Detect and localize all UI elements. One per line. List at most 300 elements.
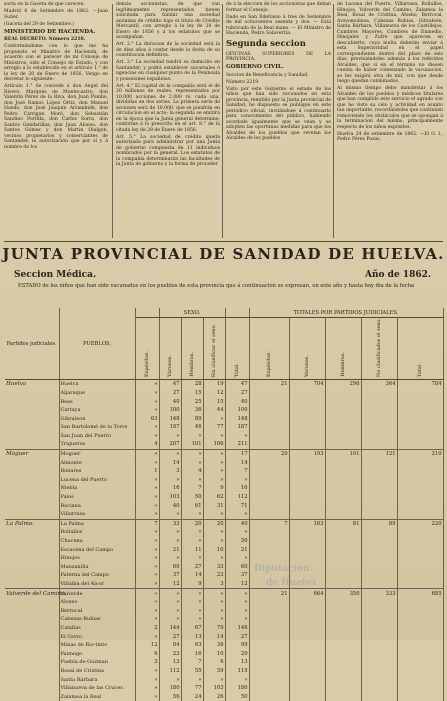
total-cell	[397, 423, 443, 432]
pueblo-cell: Manzanilla	[59, 562, 135, 571]
total-cell	[397, 571, 443, 580]
header-col-label: Varones.	[167, 355, 173, 378]
total-cell	[249, 414, 289, 423]
paragraph: de Lucena del Puerto, Villarrasa, Bollullos, Hinojos, Valverde del Camino, Zalamea la Real, Rosal de Cristina, Alosno, Berrocal, Aroyomolinos, Cabezas Rubias, Gibraleón, Santa Bárbara, Villanueva de los Castillejos, Cumbres Mayores, Cumbres de Enmedio, Hinojales y Zufre que aparecen en descubierto, cuya multa deberán enviar á esta Superioridad en el papel correspondiente dentro del plazo de seis días, previniéndoles además á los referidos Alcaldes, que si en el término no diesen cuenta de haber comenzado la vacunacion, se les exigirá otra de mil, con que desde luego quedan conminados.	[337, 2, 443, 84]
value-cell: »	[181, 528, 203, 537]
table-row	[5, 484, 443, 493]
value-cell: 146	[225, 624, 249, 633]
paragraph: Art. 5.° La sociedad de crédito queda autorizada para administrar por una Junta de gobierno compuesta de 11 individuos nombrados por la general. Los estatutos de la compañía determinarán las facultades de la Junta de gobierno y la forma de proceder	[116, 134, 220, 167]
value-cell: »	[225, 589, 249, 598]
table-row	[5, 606, 443, 615]
pueblo-cell: Moguer	[59, 449, 135, 458]
value-cell: 6	[135, 649, 159, 658]
value-cell: 77	[181, 684, 203, 693]
value-cell: 28	[181, 380, 203, 389]
header-col	[203, 318, 225, 380]
value-cell: 207	[159, 440, 181, 449]
table-row	[5, 510, 443, 519]
total-cell: 350	[325, 589, 361, 598]
value-cell: »	[181, 510, 203, 519]
pueblo-cell: Santa Bárbara	[59, 675, 135, 684]
watermark-stamp	[236, 556, 346, 606]
total-cell	[397, 675, 443, 684]
header-col	[135, 318, 159, 380]
value-cell: 23	[159, 649, 181, 658]
total-cell	[325, 476, 361, 485]
value-cell: »	[159, 528, 181, 537]
total-cell	[325, 545, 361, 554]
paragraph: Al mismo tiempo debo manifestar á los Alcaldes de los pueblos y médicos titulares que han cumplido este servicio el agrado con que he visto su celo y actividad en asunto tan importante, recordándoles que continúen removiendo los obstáculos que se opongan á la terminacion del mismo, principalmente respecto de los niños expósitos.	[337, 86, 443, 130]
value-cell: »	[181, 449, 203, 458]
partido-cell	[5, 675, 59, 684]
value-cell: »	[135, 615, 159, 624]
value-cell: »	[225, 554, 249, 563]
value-cell: 99	[225, 641, 249, 650]
header-col	[361, 318, 397, 380]
total-cell	[397, 397, 443, 406]
value-cell: 89	[181, 414, 203, 423]
partido-cell	[5, 414, 59, 423]
total-cell	[361, 397, 397, 406]
total-cell	[361, 692, 397, 701]
total-cell	[289, 528, 325, 537]
total-cell	[249, 658, 289, 667]
pueblo-cell: Paimogo	[59, 649, 135, 658]
value-cell: 62	[203, 493, 225, 502]
intro-text: ESTADO de los niños que han sido vacunados en los pueblos de esta provincia que á continuacion se expresan, en este año y hasta hoy dia de la fecha	[18, 283, 415, 289]
total-cell	[361, 598, 397, 607]
section-heading: Segunda seccion	[226, 39, 306, 49]
pueblo-cell: Huelva	[59, 380, 135, 389]
total-cell	[361, 554, 397, 563]
total-cell: 220	[397, 519, 443, 528]
partido-cell	[5, 389, 59, 398]
total-cell	[289, 458, 325, 467]
value-cell: »	[159, 432, 181, 441]
table-row	[5, 562, 443, 571]
total-cell: 333	[361, 589, 397, 598]
value-cell: »	[135, 476, 159, 485]
value-cell: 27	[159, 389, 181, 398]
partido-cell	[5, 423, 59, 432]
value-cell: 11	[181, 545, 203, 554]
pueblo-cell: Berrocal	[59, 606, 135, 615]
total-cell	[397, 649, 443, 658]
total-cell	[361, 606, 397, 615]
table-row	[5, 397, 443, 406]
value-cell: 27	[225, 632, 249, 641]
paragraph: Conformándome con lo que me ha propuesto el Ministro de Hacienda, de acuerdo con el parecer de mi Consejo de Ministros, oido el Consejo de Estado, y con arreglo á lo establecido en el artículo 1.° de la ley de 20 de Enero de 1856, Vengo en decretar lo siguiente:	[4, 44, 108, 82]
total-cell	[289, 658, 325, 667]
year-label: Año de 1862.	[365, 270, 431, 280]
total-cell: 364	[361, 380, 397, 389]
partido-cell	[5, 624, 59, 633]
value-cell: 103	[203, 684, 225, 693]
value-cell: 148	[159, 414, 181, 423]
total-cell	[397, 554, 443, 563]
total-cell	[325, 510, 361, 519]
value-cell: 12	[225, 580, 249, 589]
total-cell: 784	[397, 380, 443, 389]
value-cell: 55	[181, 667, 203, 676]
value-cell: 10	[203, 649, 225, 658]
value-cell: 180	[225, 684, 249, 693]
total-cell	[397, 537, 443, 546]
value-cell: 47	[225, 380, 249, 389]
value-cell: »	[203, 414, 225, 423]
header-col-label: Expósitos.	[144, 350, 150, 378]
table-row	[5, 571, 443, 580]
total-cell: 21	[249, 589, 289, 598]
pueblo-cell: Zalamea la Real	[59, 692, 135, 701]
total-cell	[397, 684, 443, 693]
table-row	[5, 528, 443, 537]
total-cell	[289, 406, 325, 415]
value-cell: 36	[181, 406, 203, 415]
value-cell: »	[159, 476, 181, 485]
partido-cell	[5, 554, 59, 563]
value-cell: 23	[203, 571, 225, 580]
total-cell	[361, 493, 397, 502]
value-cell: »	[159, 675, 181, 684]
value-cell: 9	[181, 580, 203, 589]
header-col-label: No clasificados el sexo.	[376, 318, 382, 378]
value-cell: »	[135, 501, 159, 510]
table-row	[5, 624, 443, 633]
total-cell	[361, 624, 397, 633]
value-cell: 100	[159, 406, 181, 415]
paragraph: sorta en la Gaceta de que carecen.	[4, 2, 86, 7]
total-cell	[325, 675, 361, 684]
value-cell: »	[159, 510, 181, 519]
value-cell: 60	[159, 562, 181, 571]
value-cell: 24	[181, 692, 203, 701]
total-cell	[249, 432, 289, 441]
value-cell: 27	[181, 562, 203, 571]
total-cell	[289, 545, 325, 554]
value-cell: »	[203, 589, 225, 598]
value-cell: 20	[203, 519, 225, 528]
pueblo-cell: Paterna del Campo	[59, 571, 135, 580]
value-cell: 71	[225, 501, 249, 510]
ministry-heading: MINISTERIO DE HACIENDA.	[4, 28, 96, 35]
value-cell: 21	[159, 545, 181, 554]
value-cell: 50	[181, 493, 203, 502]
value-cell: »	[203, 606, 225, 615]
value-cell: »	[135, 458, 159, 467]
total-cell	[249, 510, 289, 519]
total-cell	[361, 510, 397, 519]
value-cell: »	[135, 537, 159, 546]
value-cell: 15	[181, 389, 203, 398]
value-cell: 6	[203, 658, 225, 667]
value-cell: 187	[159, 423, 181, 432]
value-cell: »	[225, 510, 249, 519]
table-row	[5, 449, 443, 458]
total-cell	[249, 501, 289, 510]
total-cell	[289, 537, 325, 546]
table-row	[5, 632, 443, 641]
header-col-label: Sin clasificar el sexo.	[211, 323, 217, 378]
total-cell	[325, 414, 361, 423]
total-cell	[249, 545, 289, 554]
value-cell: 33	[203, 562, 225, 571]
total-cell	[325, 406, 361, 415]
value-cell: 14	[181, 571, 203, 580]
value-cell: 180	[159, 684, 181, 693]
text-columns	[4, 2, 443, 240]
total-cell	[325, 658, 361, 667]
pueblo-cell: Valverde	[59, 589, 135, 598]
pueblo-cell: Bollullos	[59, 528, 135, 537]
pueblo-cell: Aljaraque	[59, 389, 135, 398]
pueblo-cell: Beas	[59, 397, 135, 406]
table-row	[5, 658, 443, 667]
total-cell	[397, 528, 443, 537]
total-cell	[361, 658, 397, 667]
pueblo-cell: Villalba del Alcor	[59, 580, 135, 589]
value-cell: 61	[181, 501, 203, 510]
total-cell	[397, 510, 443, 519]
value-cell: »	[225, 528, 249, 537]
total-cell	[249, 684, 289, 693]
partido-cell	[5, 510, 59, 519]
value-cell: »	[203, 598, 225, 607]
value-cell: 16	[181, 649, 203, 658]
table-row	[5, 554, 443, 563]
section-label: Seccion Médica.	[14, 270, 97, 280]
value-cell: 1	[135, 467, 159, 476]
total-cell	[249, 389, 289, 398]
value-cell: »	[181, 432, 203, 441]
total-cell	[289, 510, 325, 519]
total-cell	[289, 624, 325, 633]
value-cell: »	[203, 458, 225, 467]
header-col	[397, 318, 443, 380]
value-cell: »	[159, 589, 181, 598]
total-cell	[397, 484, 443, 493]
total-cell	[397, 658, 443, 667]
total-cell	[397, 667, 443, 676]
total-cell	[249, 606, 289, 615]
value-cell: »	[181, 589, 203, 598]
total-cell	[325, 667, 361, 676]
pueblo-cell: Villanueva de las Cruces	[59, 684, 135, 693]
pueblo-cell: Lucena del Puerto	[59, 476, 135, 485]
pueblo-cell: Calañas	[59, 624, 135, 633]
partido-cell	[5, 484, 59, 493]
table-row	[5, 675, 443, 684]
value-cell: »	[135, 528, 159, 537]
total-cell: 664	[289, 589, 325, 598]
paragraph: Art. 3.° La sociedad tendrá su domicilio en Santander, y podrá establecer sucursales ó agencias en cualquier punto de la Península y posesiones españolas.	[116, 60, 220, 82]
value-cell: 33	[159, 519, 181, 528]
value-cell: 211	[225, 440, 249, 449]
total-cell	[249, 641, 289, 650]
value-cell: 112	[225, 493, 249, 502]
total-cell	[249, 406, 289, 415]
table-row	[5, 641, 443, 650]
value-cell: »	[181, 606, 203, 615]
total-cell	[249, 632, 289, 641]
total-cell	[361, 545, 397, 554]
paragraph: (Gaceta del 29 de Setiembre.)	[4, 21, 74, 27]
total-cell	[289, 467, 325, 476]
pueblo-cell: Rociana	[59, 501, 135, 510]
column-4	[337, 2, 443, 240]
value-cell: »	[203, 449, 225, 458]
value-cell: »	[159, 554, 181, 563]
pueblo-cell: Cartaya	[59, 406, 135, 415]
partido-cell	[5, 692, 59, 701]
value-cell: 3	[135, 658, 159, 667]
value-cell: »	[135, 632, 159, 641]
number-heading: Número 2219	[226, 79, 259, 85]
vaccination-table	[5, 308, 444, 701]
value-cell: 59	[203, 667, 225, 676]
value-cell: 37	[159, 571, 181, 580]
total-cell	[361, 580, 397, 589]
total-cell	[361, 649, 397, 658]
value-cell: 84	[159, 641, 181, 650]
value-cell: 40	[159, 397, 181, 406]
value-cell: 19	[203, 380, 225, 389]
value-cell: 50	[225, 537, 249, 546]
value-cell: 16	[159, 484, 181, 493]
paragraph: demás accionistas, de que van legítimamente representados tienen solicitada para fundar una sociedad anónima de crédito bajo el título de Crédito Mercantil, con arreglo á la ley de 28 de Enero de 1856 y á los estatutos que se acompañan.	[116, 2, 220, 40]
government-heading: GOBIERNO CIVIL.	[226, 64, 284, 70]
value-cell: 60	[225, 562, 249, 571]
value-cell: 17	[225, 449, 249, 458]
total-cell	[249, 423, 289, 432]
total-cell	[397, 440, 443, 449]
paragraph: Madrid 6 de Setiembre de 1862. —Juan Suñer.	[4, 9, 108, 20]
value-cell: »	[135, 606, 159, 615]
value-cell: »	[181, 675, 203, 684]
table-row	[5, 615, 443, 624]
pueblo-cell: La Palma	[59, 519, 135, 528]
value-cell: 40	[225, 397, 249, 406]
total-cell	[361, 641, 397, 650]
pueblo-cell: Escacena del Campo	[59, 545, 135, 554]
value-cell: 12	[159, 580, 181, 589]
header-col-label: Hembras.	[340, 352, 346, 378]
value-cell: 40	[159, 501, 181, 510]
table-row	[5, 476, 443, 485]
value-cell: 40	[225, 519, 249, 528]
partido-cell	[5, 684, 59, 693]
value-cell: »	[225, 432, 249, 441]
value-cell: »	[135, 493, 159, 502]
pueblo-cell: Minas de Rio-tinto	[59, 641, 135, 650]
horizontal-rule	[4, 241, 443, 242]
value-cell: 14	[159, 458, 181, 467]
partido-cell	[5, 545, 59, 554]
total-cell	[249, 467, 289, 476]
value-cell: 27	[159, 632, 181, 641]
paragraph: Art. 2.° La duracion de la sociedad será la de diez años á contar desde la fecha de su constitucion definitiva.	[116, 42, 220, 58]
header-col	[225, 318, 249, 380]
column-3	[226, 2, 331, 240]
value-cell: »	[135, 510, 159, 519]
header-partidos: Partidos judiciales.	[5, 308, 59, 380]
total-cell	[249, 397, 289, 406]
value-cell: »	[225, 675, 249, 684]
total-cell	[361, 501, 397, 510]
partido-cell	[5, 649, 59, 658]
partido-cell	[5, 658, 59, 667]
table-row	[5, 667, 443, 676]
value-cell: »	[225, 606, 249, 615]
partido-cell: La Palma.	[5, 519, 59, 528]
value-cell: »	[203, 467, 225, 476]
total-cell: 193	[289, 449, 325, 458]
partido-cell	[5, 615, 59, 624]
total-cell	[249, 675, 289, 684]
total-cell	[361, 406, 397, 415]
value-cell: 12	[203, 389, 225, 398]
partido-cell	[5, 667, 59, 676]
total-cell	[397, 467, 443, 476]
total-cell: 29	[249, 449, 289, 458]
value-cell: »	[135, 484, 159, 493]
pueblo-cell: Gibraleon	[59, 414, 135, 423]
total-cell	[397, 615, 443, 624]
partido-cell	[5, 458, 59, 467]
table-row	[5, 519, 443, 528]
total-cell	[325, 528, 361, 537]
value-cell: 7	[181, 484, 203, 493]
value-cell: 115	[225, 667, 249, 676]
value-cell: 27	[225, 389, 249, 398]
office-heading: OFICINAS SUPERIORES DE LA PROVINCIA.	[226, 51, 331, 62]
total-cell: 81	[325, 519, 361, 528]
column-1	[4, 2, 108, 240]
value-cell: »	[225, 476, 249, 485]
total-cell	[289, 667, 325, 676]
total-cell	[397, 406, 443, 415]
header-col	[325, 318, 361, 380]
value-cell: »	[203, 510, 225, 519]
value-cell: 36	[203, 641, 225, 650]
paragraph: Artículo 1.° Se concede á don Angel del Rivero, Marqués de Montecastro, don Valentin Pérez de la Riva, don Juan Pombo, don José Ramos López Ortiz, don Manuel Haedo, don José Joaquin Arrambide, don Pedro Carrigan Moró, don Sebastián Sandino Portilla, don Carlos Sorra, don Santos Gandarillas, don Juan Alonso, don Santos Gómez y don Martin Olalgon, vecinos propietarios y comerciantes de Santander, la autorización que por sí y á nombre de los	[4, 84, 108, 150]
total-cell: 121	[361, 449, 397, 458]
total-cell: 89	[361, 519, 397, 528]
partido-cell	[5, 562, 59, 571]
total-cell	[361, 389, 397, 398]
value-cell: 29	[225, 649, 249, 658]
total-cell	[289, 501, 325, 510]
value-cell: 31	[203, 501, 225, 510]
value-cell: 47	[159, 380, 181, 389]
table-row	[5, 493, 443, 502]
total-cell	[249, 476, 289, 485]
total-cell	[361, 684, 397, 693]
table-row	[5, 380, 443, 389]
value-cell: »	[181, 476, 203, 485]
total-cell	[325, 432, 361, 441]
value-cell: 3	[203, 580, 225, 589]
value-cell: »	[181, 615, 203, 624]
total-cell	[397, 414, 443, 423]
header-totales: TOTALES POR PARTIDOS JUDICIALES.	[249, 308, 443, 318]
value-cell: 50	[225, 692, 249, 701]
total-cell	[361, 476, 397, 485]
value-cell: 7	[225, 467, 249, 476]
table-title: JUNTA PROVINCIAL DE SANIDAD DE HUELVA.	[2, 245, 445, 263]
value-cell: 15	[203, 397, 225, 406]
partido-cell	[5, 580, 59, 589]
